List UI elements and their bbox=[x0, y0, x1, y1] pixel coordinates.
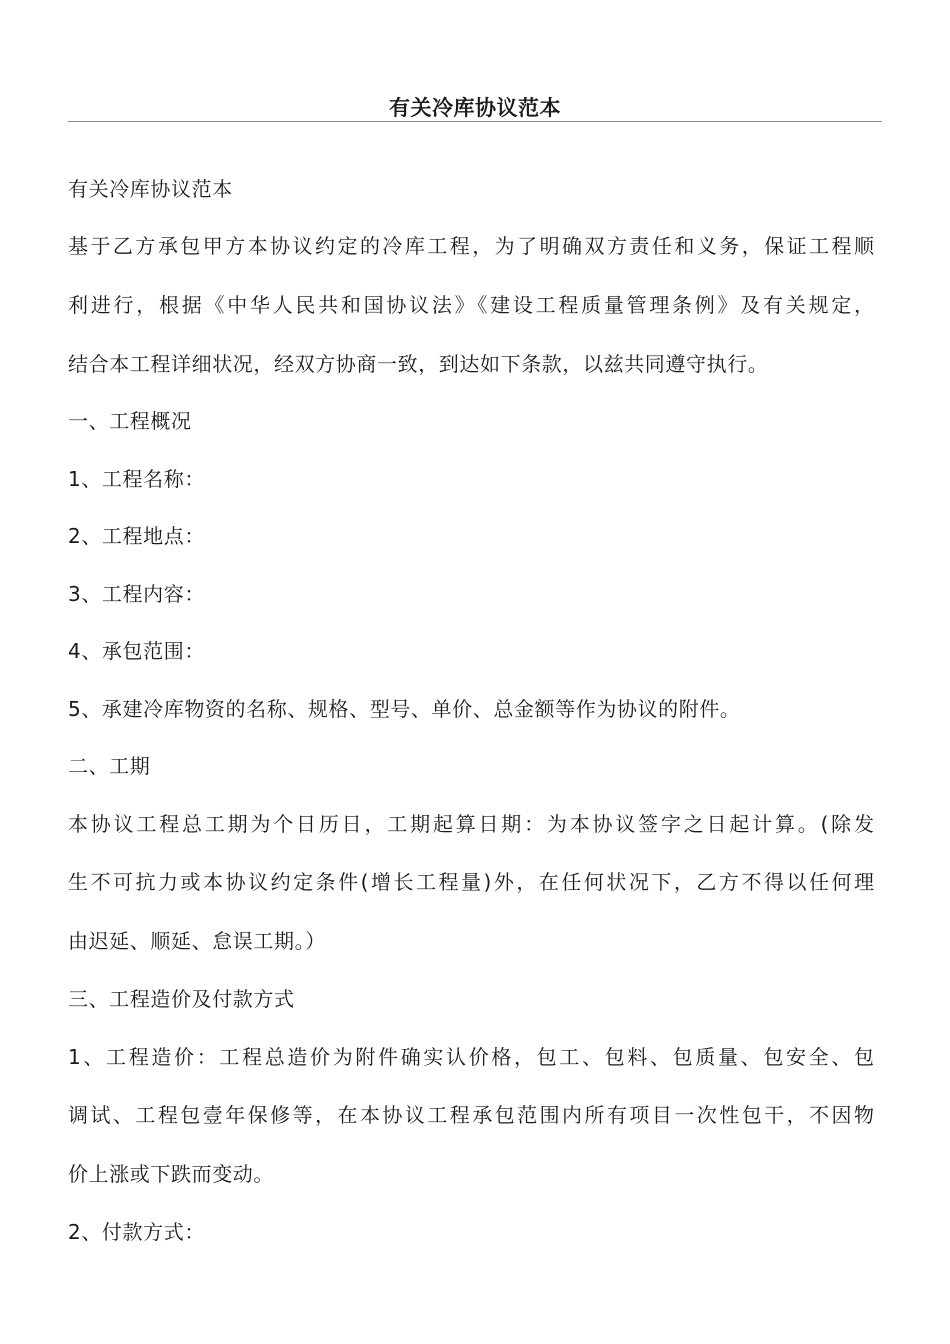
section-heading: 一、工程概况 bbox=[68, 409, 192, 433]
document-header-title: 有关冷库协议范本 bbox=[389, 96, 561, 120]
list-item: 3、工程内容： bbox=[68, 582, 205, 606]
list-item: 2、付款方式： bbox=[68, 1220, 205, 1244]
paragraph-line: 生不可抗力或本协议约定条件(增长工程量)外，在任何状况下，乙方不得以任何理 bbox=[68, 870, 874, 894]
list-item: 1、工程名称： bbox=[68, 467, 205, 491]
header-divider bbox=[68, 121, 882, 122]
paragraph-line: 结合本工程详细状况，经双方协商一致，到达如下条款，以兹共同遵守执行。 bbox=[68, 352, 769, 376]
paragraph-line: 由迟延、顺延、怠误工期。） bbox=[68, 929, 326, 953]
section-heading: 二、工期 bbox=[68, 754, 151, 778]
paragraph-line: 基于乙方承包甲方本协议约定的冷库工程，为了明确双方责任和义务，保证工程顺 bbox=[68, 234, 874, 258]
paragraph-line: 利进行，根据《中华人民共和国协议法》《建设工程质量管理条例》及有关规定， bbox=[68, 293, 874, 317]
list-item: 2、工程地点： bbox=[68, 524, 205, 548]
list-item: 5、承建冷库物资的名称、规格、型号、单价、总金额等作为协议的附件。 bbox=[68, 697, 741, 721]
paragraph-line: 1、工程造价：工程总造价为附件确实认价格，包工、包料、包质量、包安全、包 bbox=[68, 1045, 874, 1069]
paragraph-line: 调试、工程包壹年保修等，在本协议工程承包范围内所有项目一次性包干，不因物 bbox=[68, 1103, 874, 1127]
paragraph-line: 本协议工程总工期为个日历日，工期起算日期：为本协议签字之日起计算。(除发 bbox=[68, 812, 874, 836]
section-heading: 三、工程造价及付款方式 bbox=[68, 987, 295, 1011]
list-item: 4、承包范围： bbox=[68, 639, 205, 663]
paragraph-line: 价上涨或下跌而变动。 bbox=[68, 1162, 274, 1186]
body-title: 有关冷库协议范本 bbox=[68, 177, 233, 201]
